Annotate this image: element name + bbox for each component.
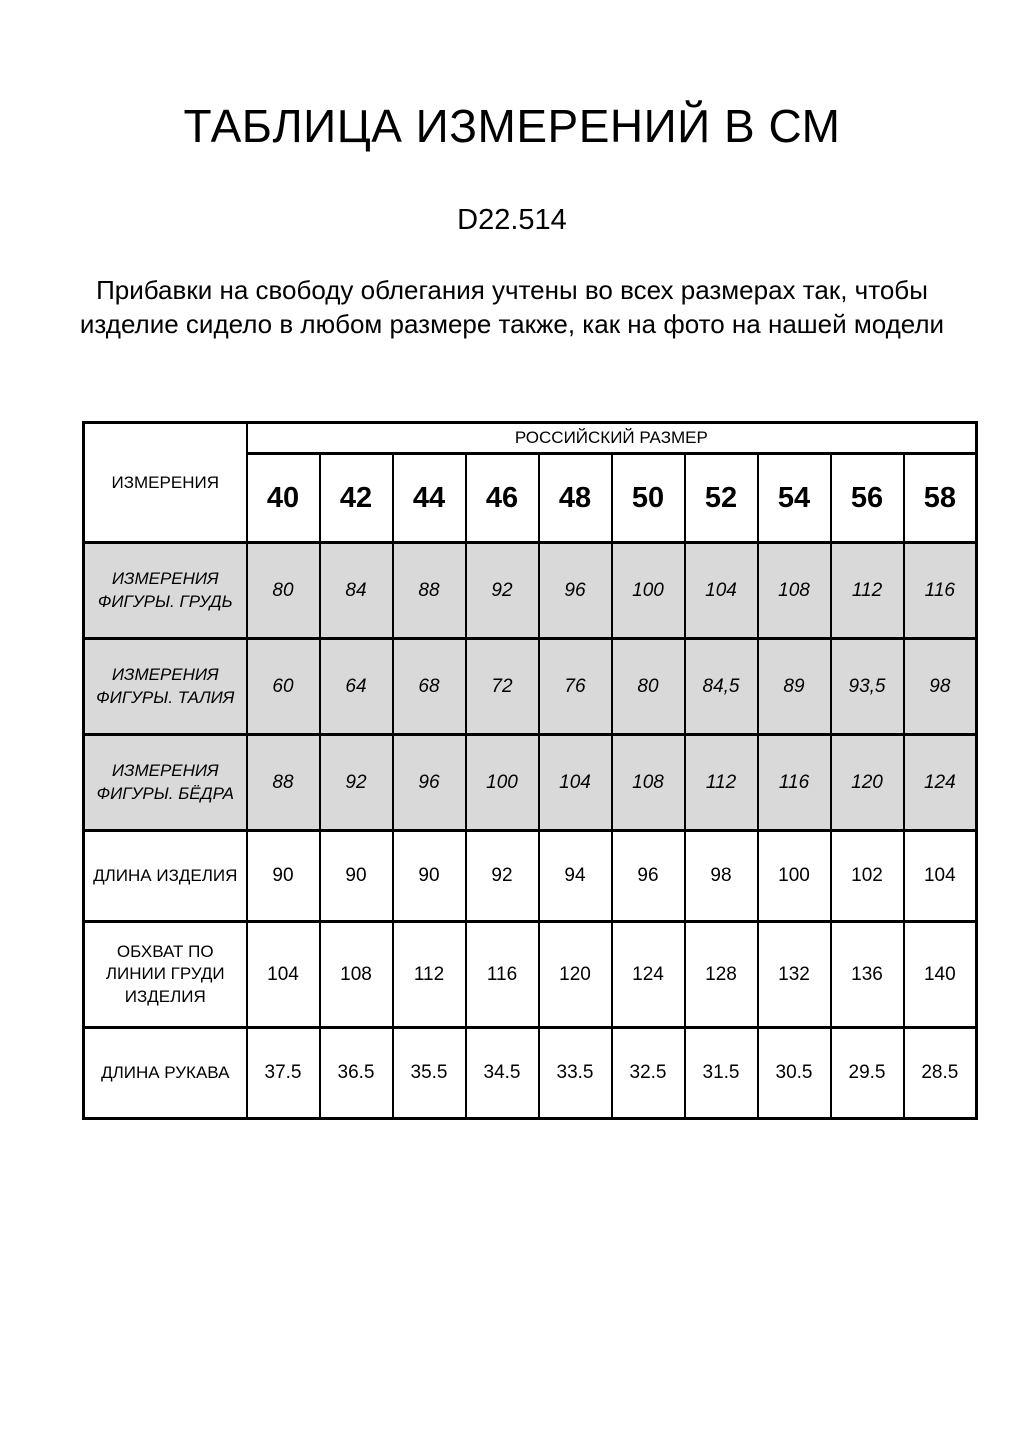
value-cell: 102 [831,831,904,922]
value-cell: 98 [685,831,758,922]
value-cell: 90 [393,831,466,922]
document-header [0,0,1024,341]
value-cell: 112 [831,543,904,639]
value-cell: 108 [612,735,685,831]
size-header: 58 [904,454,977,543]
value-cell: 100 [758,831,831,922]
value-cell: 104 [685,543,758,639]
value-cell: 116 [758,735,831,831]
value-cell: 124 [612,922,685,1028]
value-cell: 140 [904,922,977,1028]
size-header: 50 [612,454,685,543]
table-row-sleeve-length [84,1028,977,1119]
article-code: D22.514 [457,203,567,236]
value-cell: 76 [539,639,612,735]
value-cell: 92 [466,543,539,639]
value-cell: 104 [539,735,612,831]
size-header: 48 [539,454,612,543]
size-header: 46 [466,454,539,543]
value-cell: 80 [612,639,685,735]
size-header: 56 [831,454,904,543]
value-cell: 29.5 [831,1028,904,1119]
value-cell: 37.5 [247,1028,320,1119]
size-header: 42 [320,454,393,543]
value-cell: 132 [758,922,831,1028]
size-header: 40 [247,454,320,543]
value-cell: 108 [320,922,393,1028]
value-cell: 90 [247,831,320,922]
value-cell: 112 [685,735,758,831]
value-cell: 112 [393,922,466,1028]
value-cell: 32.5 [612,1028,685,1119]
measurements-corner-header: ИЗМЕРЕНИЯ [84,423,247,543]
value-cell: 89 [758,639,831,735]
value-cell: 104 [904,831,977,922]
value-cell: 60 [247,639,320,735]
size-measurements-table [82,421,978,1120]
value-cell: 72 [466,639,539,735]
value-cell: 104 [247,922,320,1028]
value-cell: 120 [831,735,904,831]
value-cell: 35.5 [393,1028,466,1119]
row-label: ДЛИНА РУКАВА [84,1028,247,1119]
value-cell: 128 [685,922,758,1028]
size-header: 44 [393,454,466,543]
value-cell: 93,5 [831,639,904,735]
value-cell: 28.5 [904,1028,977,1119]
size-group-header-row [84,423,977,454]
value-cell: 100 [466,735,539,831]
value-cell: 96 [539,543,612,639]
value-cell: 80 [247,543,320,639]
value-cell: 108 [758,543,831,639]
table-row-item-length [84,831,977,922]
value-cell: 88 [247,735,320,831]
value-cell: 96 [612,831,685,922]
value-cell: 96 [393,735,466,831]
value-cell: 120 [539,922,612,1028]
table-row-chest-girth [84,922,977,1028]
row-label: ДЛИНА ИЗДЕЛИЯ [84,831,247,922]
size-header: 54 [758,454,831,543]
value-cell: 34.5 [466,1028,539,1119]
table-row-hips [84,735,977,831]
value-cell: 100 [612,543,685,639]
table-row-waist [84,639,977,735]
value-cell: 33.5 [539,1028,612,1119]
value-cell: 30.5 [758,1028,831,1119]
row-label: ИЗМЕРЕНИЯ ФИГУРЫ. ГРУДЬ [84,543,247,639]
russian-size-header: РОССИЙСКИЙ РАЗМЕР [247,423,977,454]
row-label: ИЗМЕРЕНИЯ ФИГУРЫ. ТАЛИЯ [84,639,247,735]
value-cell: 36.5 [320,1028,393,1119]
row-label: ОБХВАТ ПО ЛИНИИ ГРУДИ ИЗДЕЛИЯ [84,922,247,1028]
value-cell: 124 [904,735,977,831]
value-cell: 88 [393,543,466,639]
fit-note-text: Прибавки на свободу облегания учтены во всех размерах так, чтобы изделие сидело в любом размере также, как на фото на нашей модели [79,274,945,340]
value-cell: 92 [466,831,539,922]
table-row-chest [84,543,977,639]
value-cell: 68 [393,639,466,735]
value-cell: 31.5 [685,1028,758,1119]
value-cell: 98 [904,639,977,735]
row-label: ИЗМЕРЕНИЯ ФИГУРЫ. БЁДРА [84,735,247,831]
value-cell: 90 [320,831,393,922]
value-cell: 84,5 [685,639,758,735]
value-cell: 116 [904,543,977,639]
page-title: ТАБЛИЦА ИЗМЕРЕНИЙ В СМ [183,100,841,152]
value-cell: 94 [539,831,612,922]
value-cell: 92 [320,735,393,831]
size-header: 52 [685,454,758,543]
value-cell: 116 [466,922,539,1028]
value-cell: 64 [320,639,393,735]
value-cell: 84 [320,543,393,639]
value-cell: 136 [831,922,904,1028]
